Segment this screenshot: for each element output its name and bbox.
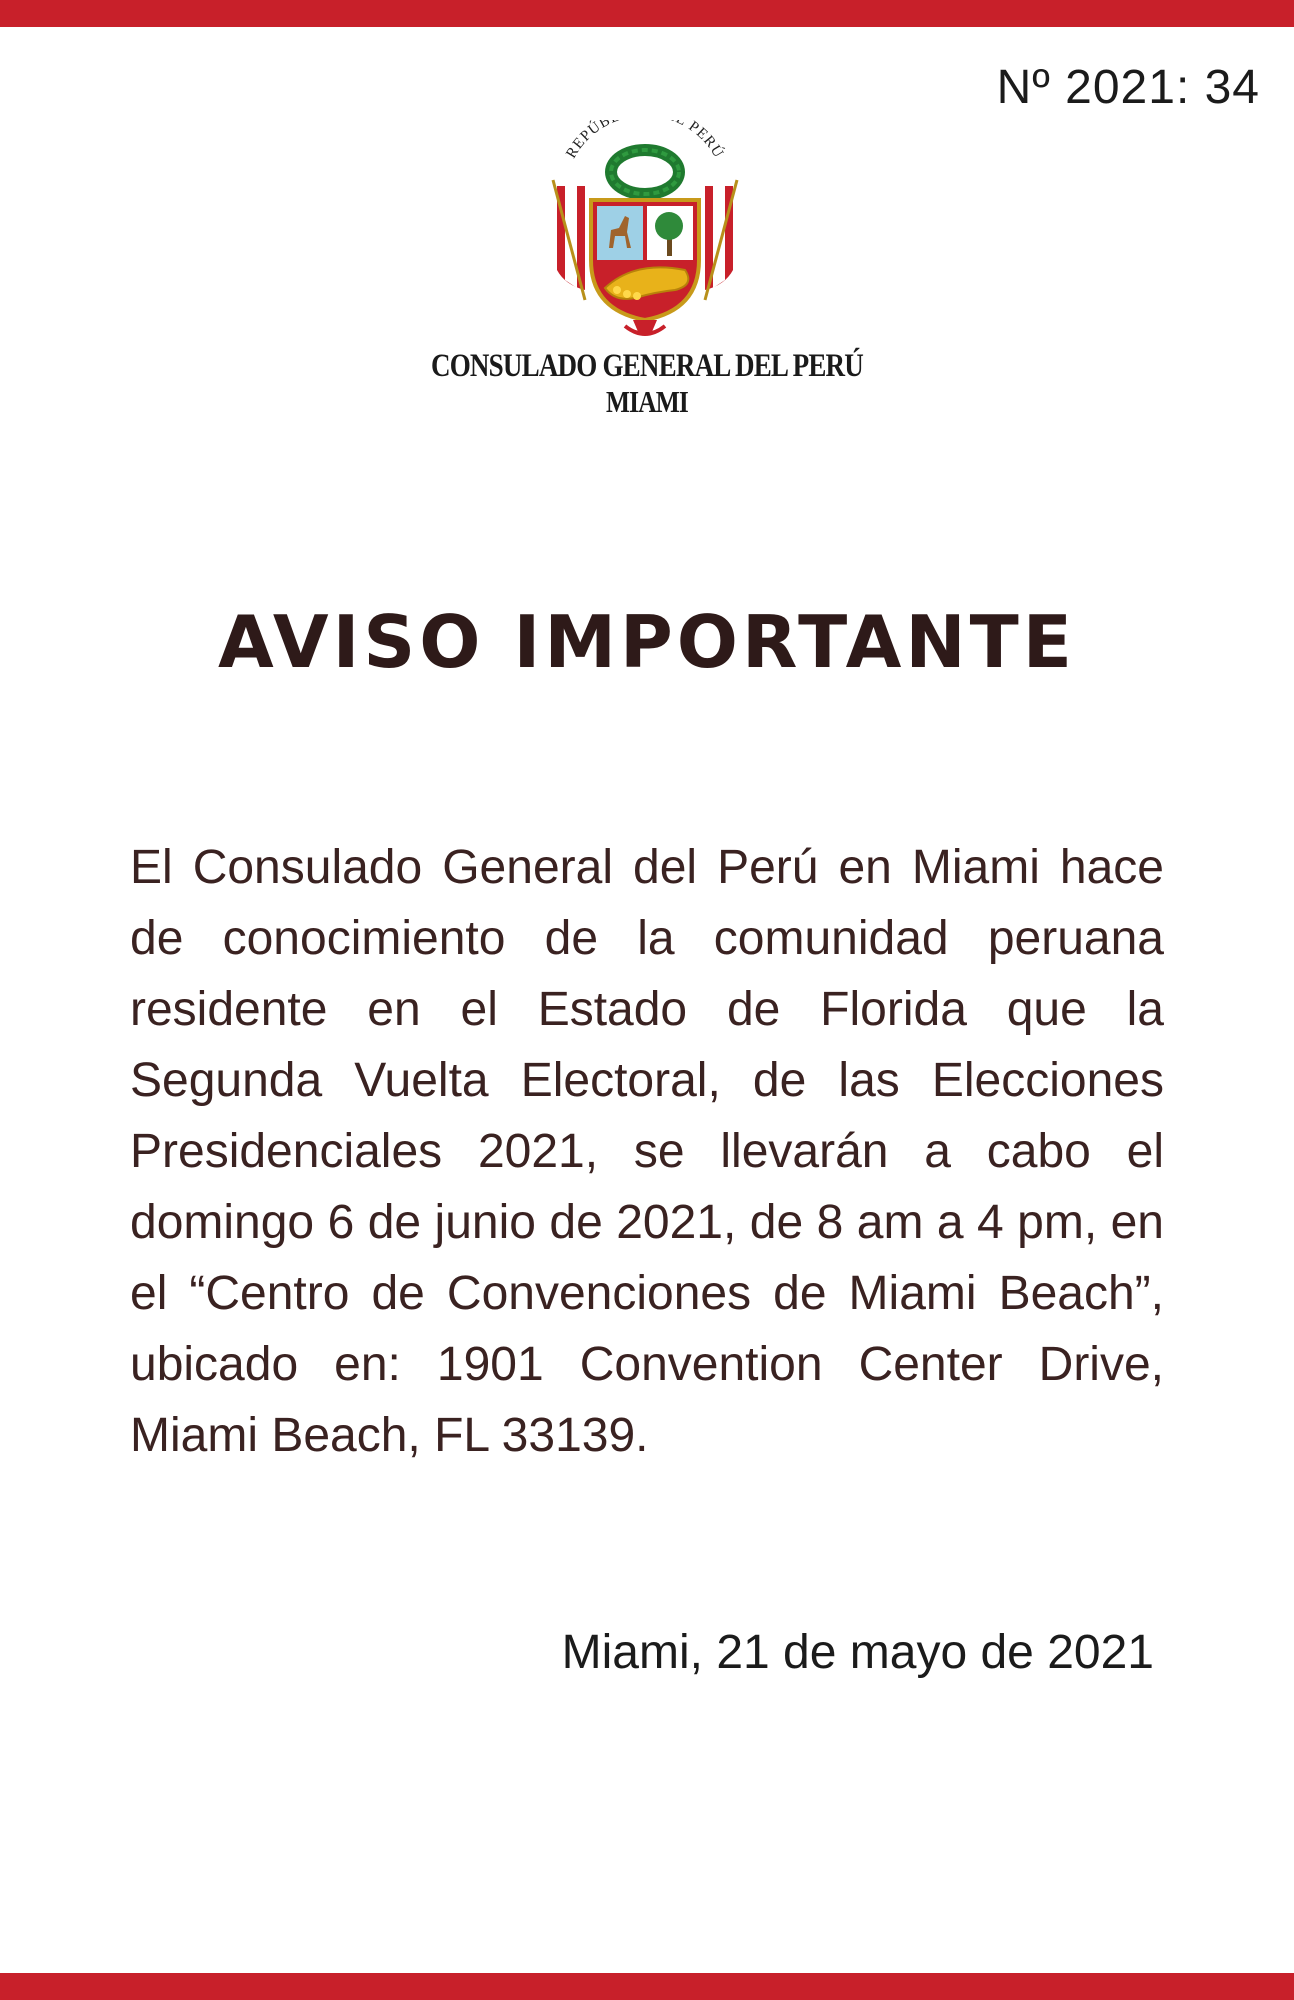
- emblem-arc-text: REPÚB PERÚ: [563, 120, 727, 162]
- notice-body: El Consulado General del Perú en Miami hace de conocimiento de la comunidad peruana residente en el Estado de Florida que la Segunda Vuelta Electoral, de las Elecciones Presidenciales 2021, se llevarán a cabo el domingo 6 de junio de 2021, de 8 am a 4 pm, en el “Centro de Convenciones de Miami Beach”, ubicado en: 1901 Convention Center Drive, Miami Beach, FL 33139.: [130, 841, 1164, 1462]
- top-red-bar: [0, 0, 1294, 27]
- page-title: AVISO IMPORTANTE: [218, 600, 1076, 684]
- notice-number: Nº 2021: 34: [996, 61, 1260, 114]
- consulate-name: CONSULADO GENERAL DEL PERÚ: [430, 348, 864, 384]
- notice-date: Miami, 21 de mayo de 2021: [561, 1626, 1154, 1679]
- coat-of-arms-peru-icon: [545, 120, 745, 350]
- consulate-city: MIAMI: [605, 384, 689, 419]
- bottom-red-bar: [0, 1973, 1294, 2000]
